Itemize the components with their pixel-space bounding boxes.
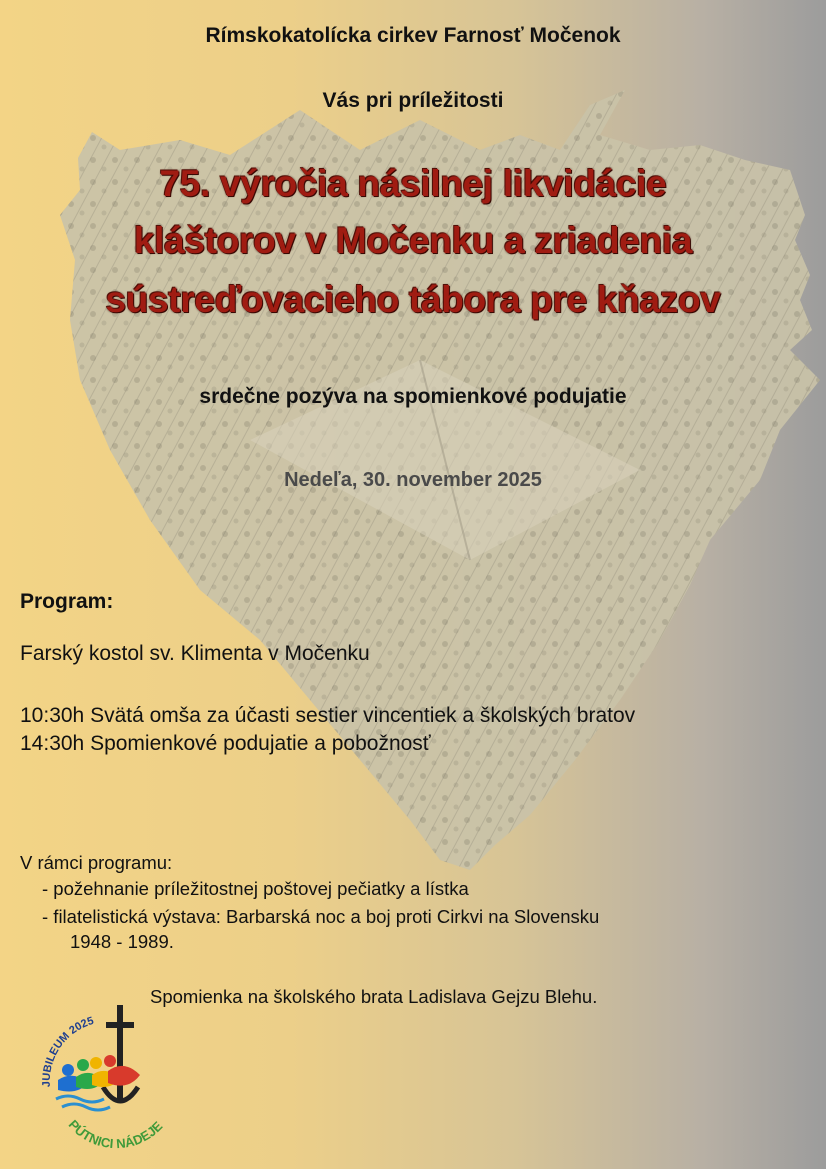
list-item: - filatelistická výstava: Barbarská noc a boj proti Cirkvi na Slovensku [42,906,600,927]
list-item: - požehnanie príležitostnej poštovej pečiatky a lístka [42,878,469,899]
memorial-text: Spomienka na školského brata Ladislava Gejzu Blehu. [150,986,598,1007]
jubilee-logo [28,995,188,1155]
logo-bottom-text: PÚTNICI NÁDEJE [65,1116,166,1152]
schedule-item: 10:30h Svätá omša za účasti sestier vincentiek a školských bratov [20,704,636,727]
intro-text: Vás pri príležitosti [322,89,504,112]
list-item-continuation: 1948 - 1989. [70,931,174,952]
parish-header: Rímskokatolícka cirkev Farnosť Močenok [205,24,621,47]
venue-text: Farský kostol sv. Klimenta v Močenku [20,642,370,665]
title-line: sústreďovacieho tábora pre kňazov [105,279,721,320]
title-line: 75. výročia násilnej likvidácie [159,163,667,204]
svg-text:PÚTNICI NÁDEJE [66,1117,166,1151]
schedule-item: 14:30h Spomienkové podujatie a pobožnosť [20,732,431,755]
logo-arc-text: JUBILEUM 2025 [40,1014,96,1088]
event-date: Nedeľa, 30. november 2025 [284,469,542,491]
invitation-text: srdečne pozýva na spomienkové podujatie [199,385,627,408]
program-heading: Program: [20,590,114,613]
within-program-heading: V rámci programu: [20,852,173,873]
title-line: kláštorov v Močenku a zriadenia [133,220,693,261]
